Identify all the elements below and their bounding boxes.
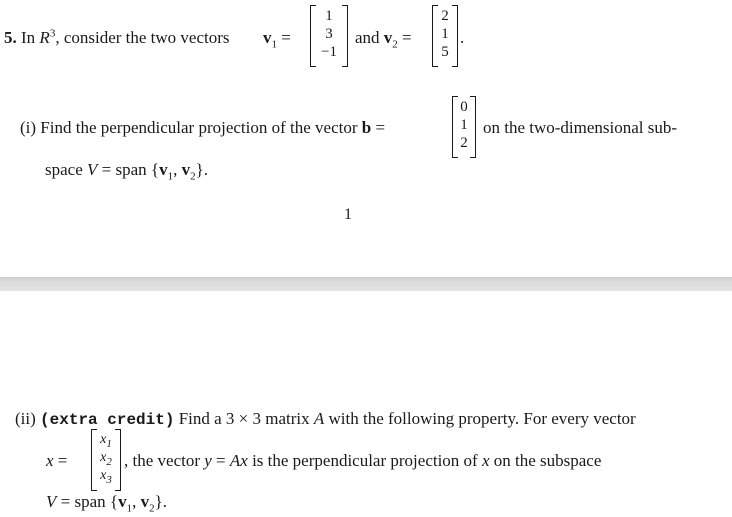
extra-credit-label: (extra credit) <box>40 411 175 429</box>
problem-statement <box>4 28 230 48</box>
space-symbol: R <box>39 28 50 47</box>
v2-entry-2: 1 <box>441 26 449 42</box>
vector-b <box>452 96 476 158</box>
v1-entry-2: 3 <box>325 26 333 42</box>
part-i-text-after: on the two-dimensional sub- <box>483 118 678 137</box>
part-ii-line-3: V = span {$v_1$, $v_2$}. <box>46 492 167 515</box>
b-entry-2: 1 <box>460 117 468 133</box>
b-entry-3: 2 <box>460 135 468 151</box>
v2-entry-3: 5 <box>441 44 449 60</box>
v1-entry-3: −1 <box>321 44 337 60</box>
intro-rest: , consider the two vectors <box>55 28 230 47</box>
b-entry-1: 0 <box>460 99 468 115</box>
part-ii-line-1: (ii) (extra credit) Find a 3 × 3 matrix A with the following property. For every vector <box>15 409 636 429</box>
statement-period: . <box>460 28 465 47</box>
part-i-line-2: space V = span {$v_1$, $v_2$}. <box>45 160 208 183</box>
x-entry-1: $x_1$ <box>100 432 112 450</box>
v2-label: and $v_2$ = <box>355 28 412 51</box>
part-i-line-1: (i) Find the perpendicular projection of the vector b = <box>20 118 386 137</box>
v1-entry-1: 1 <box>325 8 333 24</box>
b-symbol: b <box>361 118 372 137</box>
vector-v1 <box>310 5 348 67</box>
part-i-text: Find the perpendicular projection of the vector <box>40 118 358 137</box>
part-i-label: (i) <box>20 118 37 137</box>
x-entry-2: $x_2$ <box>100 450 112 468</box>
page-number: 1 <box>344 206 352 223</box>
page-separator <box>0 277 732 291</box>
v2-entry-1: 2 <box>441 8 449 24</box>
page-2 <box>0 291 732 517</box>
v1-label: $v_1$ = <box>263 28 291 51</box>
vector-x <box>91 429 121 491</box>
problem-number: 5. <box>4 28 17 47</box>
part-ii-label: (ii) <box>15 409 36 428</box>
part-ii-line-2: , the vector y = Ax is the perpendicular projection of x on the subspace <box>124 451 602 470</box>
x-label: x = <box>46 451 68 470</box>
intro-in: In <box>21 28 36 47</box>
vector-v2 <box>432 5 458 67</box>
space-exponent: 3 <box>49 27 56 40</box>
x-entry-3: $x_3$ <box>100 468 112 486</box>
